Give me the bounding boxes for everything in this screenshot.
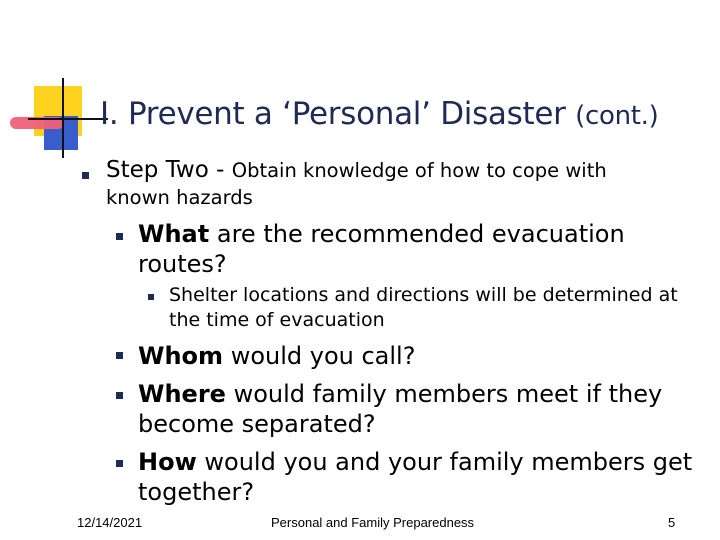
bullet-square-icon [116, 392, 123, 399]
question-whom [138, 341, 708, 371]
question-keyword: Whom [138, 342, 224, 370]
question-text: would you call? [230, 342, 416, 370]
bullet-square-icon [116, 460, 123, 467]
question-what [138, 219, 708, 279]
question-text: are the recommended evacuation routes? [138, 220, 625, 278]
footer-date: 12/14/2021 [77, 515, 143, 530]
question-how [138, 447, 708, 507]
bullet-square-icon [148, 294, 154, 300]
bullet-square-icon [116, 233, 123, 240]
title-suffix: (cont.) [575, 101, 659, 131]
question-keyword: How [138, 448, 197, 476]
bullet-square-icon [82, 172, 89, 179]
step-two-item [106, 157, 706, 211]
page-number: 5 [668, 515, 676, 530]
step-lead: Step Two - [106, 157, 225, 183]
slide-title [100, 96, 720, 132]
bullet-square-icon [116, 352, 123, 359]
decorative-logo [0, 0, 110, 170]
title-main: I. Prevent a ‘Personal’ Disaster [100, 96, 566, 132]
question-keyword: What [138, 220, 210, 248]
step-rest-line2: known hazards [106, 186, 253, 209]
logo-horizontal-line [28, 118, 108, 120]
question-text: would family members meet if they become separated? [138, 380, 663, 438]
question-where [138, 379, 708, 439]
footer-title: Personal and Family Preparedness [271, 515, 475, 530]
question-text: would you and your family members get together? [138, 448, 693, 506]
shelter-note: Shelter locations and directions will be determined at the time of evacuation [169, 284, 678, 331]
question-keyword: Where [138, 380, 226, 408]
step-rest-line1: Obtain knowledge of how to cope with [231, 159, 607, 182]
